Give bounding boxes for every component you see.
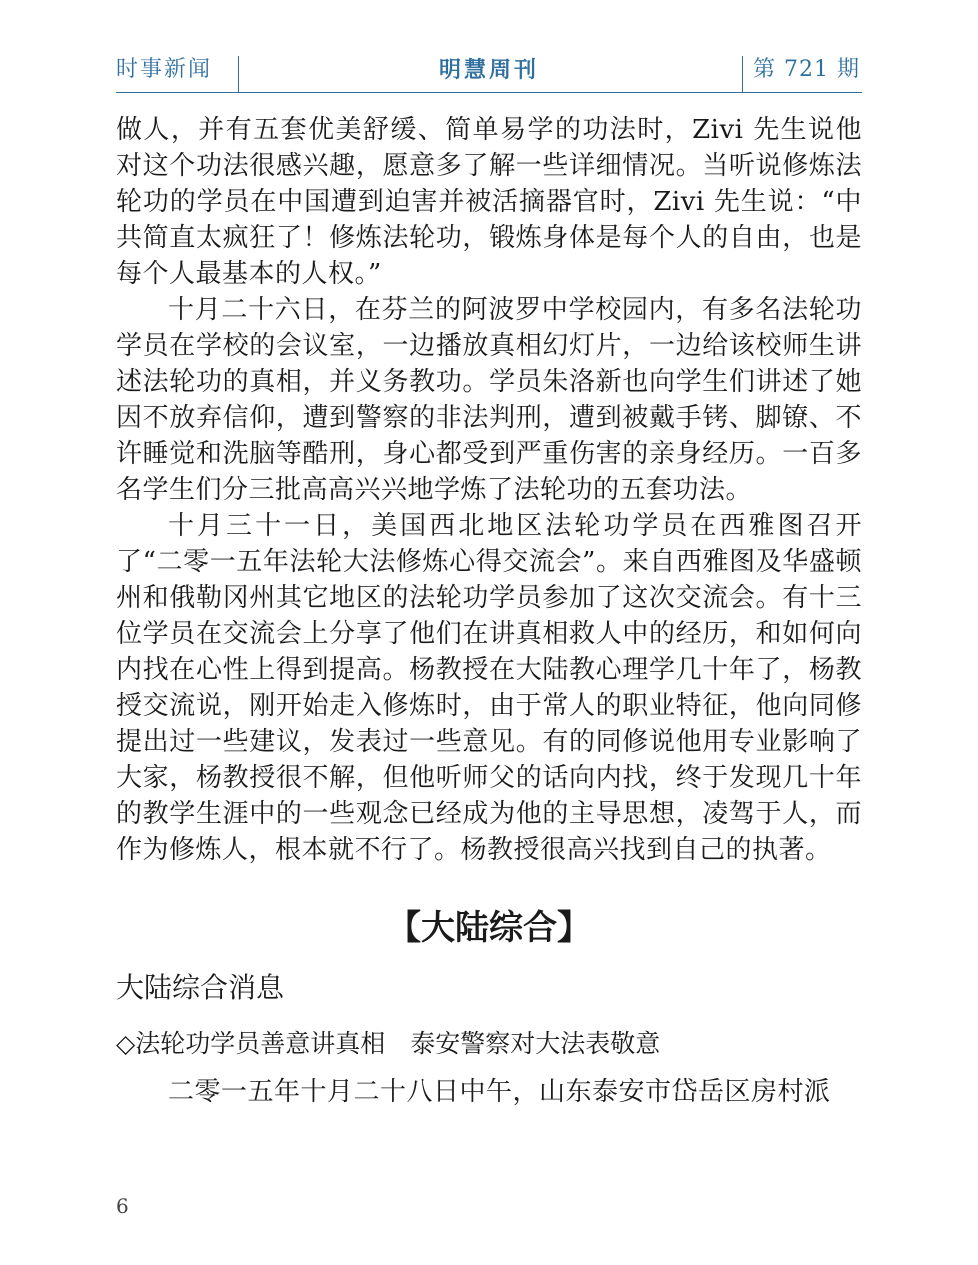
diamond-icon: ◇ [116, 1029, 136, 1058]
sub-heading: 大陆综合消息 [116, 971, 285, 1004]
section-title: 【大陆综合】 [387, 908, 591, 948]
header-publication-title: 明慧周刊 [438, 57, 539, 83]
running-header [116, 54, 862, 90]
body-paragraph-2: 十月二十六日，在芬兰的阿波罗中学校园内，有多名法轮功学员在学校的会议室，一边播放真相幻灯片，一边给该校师生讲述法轮功的真相，并义务教功。学员朱洛新也向学生们讲述了她因不放弃信仰，遭到警察的非法判刑，遭到被戴手铐、脚镣、不许睡觉和洗脑等酷刑，身心都受到严重伤害的亲身经历。一百多名学生们分三批高高兴兴地学炼了法轮功的五套功法。 [116, 295, 862, 505]
article-content [116, 112, 862, 1110]
body-paragraph-1: 做人，并有五套优美舒缓、简单易学的功法时，Zivi 先生说他对这个功法很感兴趣，愿意多了解一些详细情况。当听说修炼法轮功的学员在中国遭到迫害并被活摘器官时，Zivi 先生说：“中共简直太疯狂了！修炼法轮功，锻炼身体是每个人的自由，也是每个人最基本的人权。” [116, 115, 862, 289]
article-first-line: 二零一五年十月二十八日中午，山东泰安市岱岳区房村派 [168, 1077, 831, 1107]
header-rule [116, 92, 862, 93]
article-heading [116, 1026, 862, 1062]
body-paragraph-3: 十月三十一日，美国西北地区法轮功学员在西雅图召开了“二零一五年法轮大法修炼心得交流会”。来自西雅图及华盛顿州和俄勒冈州其它地区的法轮功学员参加了这次交流会。有十三位学员在交流会上分享了他们在讲真相救人中的经历，和如何向内找在心性上得到提高。杨教授在大陆教心理学几十年了，杨教授交流说，刚开始走入修炼时，由于常人的职业特征，他向同修提出过一些建议，发表过一些意见。有的同修说他用专业影响了大家，杨教授很不解，但他听师父的话向内找，终于发现几十年的教学生涯中的一些观念已经成为他的主导思想，凌驾于人，而作为修炼人，根本就不行了。杨教授很高兴找到自己的执著。 [116, 511, 862, 865]
header-separator-right [742, 56, 743, 92]
header-issue-number: 第 721 期 [753, 57, 860, 82]
header-section-label: 时事新闻 [116, 57, 213, 82]
page-number: 6 [116, 1194, 129, 1218]
article-title: 法轮功学员善意讲真相 泰安警察对大法表敬意 [135, 1029, 661, 1058]
